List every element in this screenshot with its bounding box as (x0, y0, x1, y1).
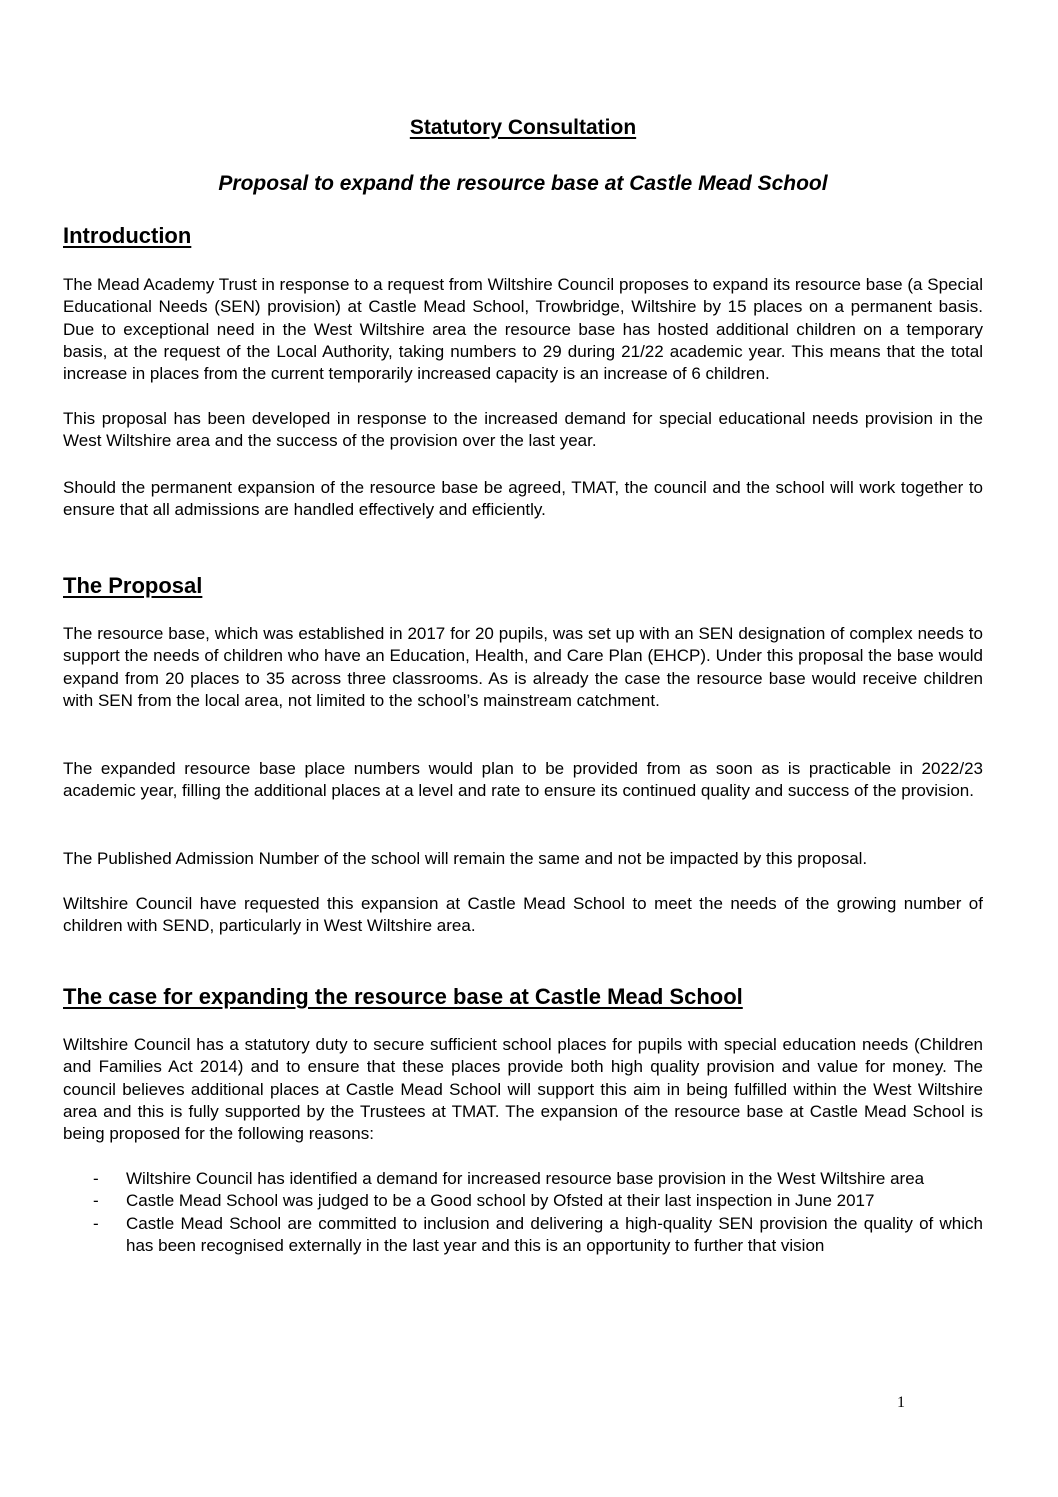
introduction-paragraph-3: Should the permanent expansion of the resource base be agreed, TMAT, the council and the school will work together to ensure that all admissions are handled effectively and efficiently. (63, 478, 983, 520)
document-page (63, 0, 983, 1497)
reasons-list (63, 1168, 983, 1257)
introduction-paragraph-2: This proposal has been developed in response to the increased demand for special educational needs provision in the West Wiltshire area and the success of the provision over the last year. (63, 409, 983, 451)
bullet-dash: - (93, 1169, 99, 1188)
proposal-paragraph-1: The resource base, which was established in 2017 for 20 pupils, was set up with an SEN designation of complex needs to support the needs of children who have an Education, Health, and Care Plan (EHCP). Under this proposal the base would expand from 20 places to 35 across three classrooms. As is already the case the resource base would receive children with SEN from the local area, not limited to the school’s mainstream catchment. (63, 624, 983, 710)
list-item (63, 1190, 983, 1212)
case-paragraph-1: Wiltshire Council has a statutory duty to secure sufficient school places for pupils with special education needs (Children and Families Act 2014) and to ensure that these places provide both high quality provision and value for money. The council believes additional places at Castle Mead School will support this aim in being fulfilled within the West Wiltshire area and this is fully supported by the Trustees at TMAT. The expansion of the resource base at Castle Mead School is being proposed for the following reasons: (63, 1035, 983, 1144)
bullet-dash: - (93, 1191, 99, 1211)
introduction-heading: Introduction (63, 223, 192, 248)
bullet-dash: - (93, 1213, 99, 1233)
case-heading: The case for expanding the resource base at Castle Mead School (63, 984, 743, 1009)
proposal-paragraph-2: The expanded resource base place numbers would plan to be provided from as soon as is practicable in 2022/23 academic year, filling the additional places at a level and rate to ensure its continued quality and success of the provision. (63, 759, 983, 801)
list-item-text: Castle Mead School are committed to inclusion and delivering a high-quality SEN provision the quality of which has been recognised externally in the last year and this is an opportunity to further that vision (126, 1213, 983, 1255)
proposal-heading: The Proposal (63, 573, 203, 598)
list-item-text: Wiltshire Council has identified a demand for increased resource base provision in the West Wiltshire area (126, 1169, 925, 1188)
document-title: Statutory Consultation (409, 116, 637, 139)
introduction-paragraph-1: The Mead Academy Trust in response to a request from Wiltshire Council proposes to expand its resource base (a Special Educational Needs (SEN) provision) at Castle Mead School, Trowbridge, Wiltshire by 15 places on a permanent basis. Due to exceptional need in the West Wiltshire area the resource base has hosted additional children on a temporary basis, at the request of the Local Authority, taking numbers to 29 during 21/22 academic year. This means that the total increase in places from the current temporarily increased capacity is an increase of 6 children. (63, 275, 983, 384)
list-item (63, 1168, 983, 1190)
proposal-paragraph-3: The Published Admission Number of the school will remain the same and not be impacted by this proposal. (63, 849, 868, 868)
document-subtitle: Proposal to expand the resource base at Castle Mead School (218, 172, 828, 195)
list-item-text: Castle Mead School was judged to be a Good school by Ofsted at their last inspection in June 2017 (126, 1191, 875, 1211)
proposal-paragraph-4: Wiltshire Council have requested this expansion at Castle Mead School to meet the needs of the growing number of children with SEND, particularly in West Wiltshire area. (63, 894, 983, 936)
list-item (63, 1213, 983, 1258)
page-number: 1 (897, 1394, 905, 1411)
